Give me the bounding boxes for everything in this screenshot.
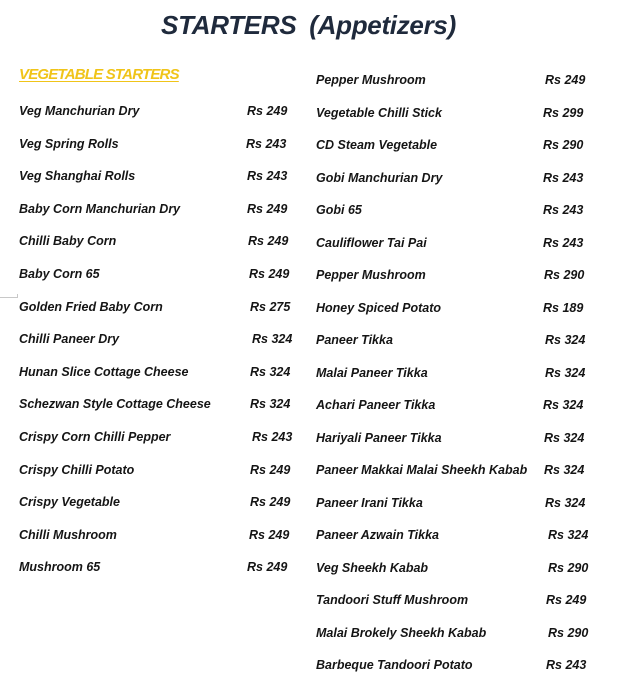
menu-item-name: Baby Corn 65 (19, 267, 100, 281)
menu-item-price: Rs 324 (545, 365, 586, 380)
menu-item-price: Rs 243 (546, 658, 587, 672)
menu-item-price: Rs 249 (250, 462, 291, 477)
menu-item (19, 202, 319, 222)
menu-item-price: Rs 249 (249, 527, 290, 542)
menu-item (19, 430, 319, 450)
menu-item (316, 626, 616, 646)
menu-item-price: Rs 324 (543, 398, 584, 412)
menu-item-price: Rs 249 (249, 267, 290, 281)
menu-item-name: Mushroom 65 (19, 560, 101, 575)
menu-item-price: Rs 275 (250, 299, 291, 314)
menu-item-name: Achari Paneer Tikka (316, 398, 436, 412)
menu-item-price: Rs 290 (543, 138, 584, 152)
menu-item-price: Rs 243 (246, 136, 287, 151)
menu-item (19, 267, 319, 287)
menu-item-name: CD Steam Vegetable (316, 138, 438, 152)
menu-item-price: Rs 243 (247, 169, 288, 184)
menu-item-name: Paneer Tikka (316, 333, 393, 347)
menu-item (316, 593, 616, 613)
menu-item-name: Paneer Azwain Tikka (316, 528, 439, 542)
menu-item (316, 138, 616, 158)
menu-item-name: Veg Sheekh Kabab (316, 560, 429, 575)
menu-item (316, 658, 616, 678)
menu-item-price: Rs 249 (247, 104, 288, 118)
section-heading-vegetable-starters: VEGETABLE STARTERS (19, 66, 179, 83)
menu-item-name: Malai Brokely Sheekh Kabab (316, 625, 487, 640)
menu-item (19, 137, 319, 157)
menu-item (316, 463, 616, 483)
menu-item (19, 365, 319, 385)
menu-item-name: Pepper Mushroom (316, 268, 426, 282)
menu-item-price: Rs 324 (250, 397, 291, 412)
menu-item-name: Honey Spiced Potato (316, 300, 442, 315)
menu-item-price: Rs 290 (548, 560, 589, 575)
menu-item-price: Rs 249 (250, 495, 291, 510)
menu-item (316, 203, 616, 223)
menu-item-price: Rs 324 (545, 495, 586, 510)
menu-item-price: Rs 189 (543, 300, 584, 315)
menu-item-name: Hariyali Paneer Tikka (316, 430, 442, 445)
menu-item (19, 463, 319, 483)
menu-item (316, 398, 616, 418)
menu-item (316, 496, 616, 516)
menu-item-price: Rs 324 (544, 463, 585, 477)
menu-item-price: Rs 249 (546, 593, 587, 607)
menu-item (19, 495, 319, 515)
menu-item (19, 169, 319, 189)
crop-mark (0, 297, 18, 298)
menu-item-price: Rs 324 (548, 528, 589, 542)
menu-item-name: Chilli Baby Corn (19, 234, 117, 249)
menu-item-price: Rs 299 (543, 105, 584, 120)
menu-item (316, 268, 616, 288)
menu-item-name: Veg Shanghai Rolls (19, 169, 136, 184)
menu-item-name: Golden Fried Baby Corn (19, 299, 163, 314)
menu-item-name: Gobi 65 (316, 203, 362, 217)
menu-item-name: Tandoori Stuff Mushroom (316, 593, 469, 607)
menu-item-name: Hunan Slice Cottage Cheese (19, 364, 189, 379)
menu-item (19, 397, 319, 417)
menu-item (19, 528, 319, 548)
menu-item-name: Schezwan Style Cottage Cheese (19, 397, 211, 412)
menu-item (19, 560, 319, 580)
menu-item-price: Rs 243 (252, 430, 293, 444)
menu-item-name: Cauliflower Tai Pai (316, 235, 427, 250)
menu-item-price: Rs 324 (250, 364, 291, 379)
menu-item (19, 234, 319, 254)
menu-item (19, 332, 319, 352)
menu-item-price: Rs 243 (543, 203, 584, 217)
menu-item-name: Crispy Chilli Potato (19, 462, 135, 477)
menu-item-price: Rs 243 (543, 170, 584, 185)
menu-item-name: Gobi Manchurian Dry (316, 170, 443, 185)
menu-item-name: Chilli Paneer Dry (19, 332, 120, 347)
menu-item (316, 431, 616, 451)
menu-item-price: Rs 290 (544, 268, 585, 282)
menu-item-price: Rs 249 (247, 201, 288, 216)
menu-item (316, 301, 616, 321)
page-title: STARTERS (Appetizers) (161, 10, 456, 40)
menu-item (316, 366, 616, 386)
menu-item-price: Rs 324 (545, 333, 586, 347)
menu-item-name: Crispy Corn Chilli Pepper (19, 430, 171, 444)
menu-item-name: Malai Paneer Tikka (316, 365, 428, 380)
menu-item (316, 333, 616, 353)
menu-item-price: Rs 249 (545, 73, 586, 87)
menu-item (316, 236, 616, 256)
menu-item (316, 561, 616, 581)
menu-item-price: Rs 243 (543, 235, 584, 250)
menu-item-name: Vegetable Chilli Stick (316, 105, 442, 120)
menu-item (316, 73, 616, 93)
menu-item-name: Baby Corn Manchurian Dry (19, 201, 181, 216)
menu-item-name: Barbeque Tandoori Potato (316, 658, 473, 672)
menu-item-name: Chilli Mushroom (19, 527, 117, 542)
menu-item-name: Pepper Mushroom (316, 73, 426, 87)
menu-item (19, 104, 319, 124)
menu-item-price: Rs 324 (252, 332, 293, 347)
menu-item (316, 171, 616, 191)
menu-item (316, 106, 616, 126)
menu-item-price: Rs 249 (247, 560, 288, 575)
menu-item (19, 300, 319, 320)
menu-item-name: Crispy Vegetable (19, 495, 120, 510)
menu-item (316, 528, 616, 548)
menu-item-price: Rs 324 (544, 430, 585, 445)
menu-item-name: Veg Manchurian Dry (19, 104, 140, 118)
menu-item-price: Rs 249 (248, 234, 289, 249)
menu-item-name: Paneer Irani Tikka (316, 495, 423, 510)
menu-item-name: Veg Spring Rolls (19, 136, 119, 151)
menu-item-name: Paneer Makkai Malai Sheekh Kabab (316, 463, 528, 477)
menu-item-price: Rs 290 (548, 625, 589, 640)
